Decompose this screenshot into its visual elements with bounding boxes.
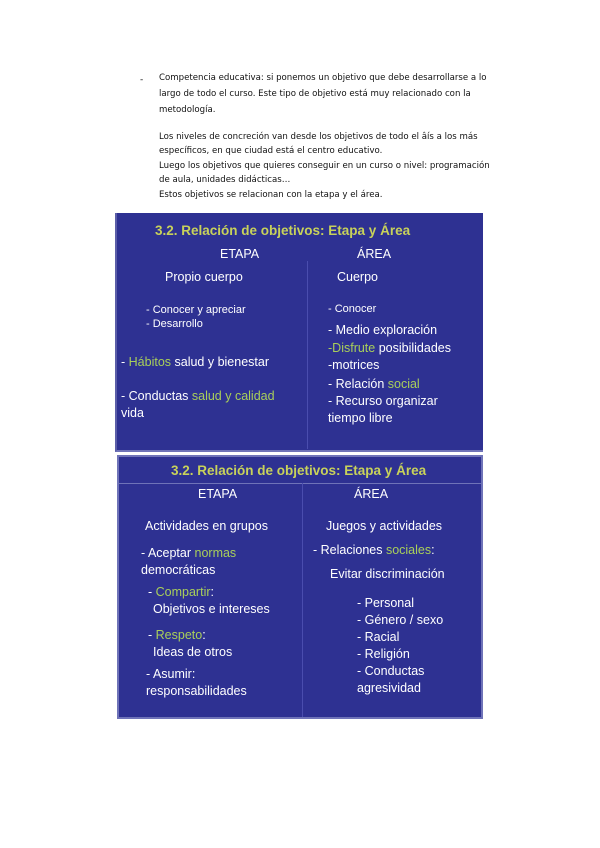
area-item: - Relación social (328, 377, 420, 391)
text-line-6: Luego los objetivos que quieres conseguir en un curso o nivel: programación (159, 161, 490, 171)
title-rule (119, 483, 481, 484)
area-item: -motrices (328, 358, 380, 372)
area-item: - Relaciones sociales: (313, 543, 435, 557)
etapa-item: Ideas de otros (153, 645, 233, 659)
area-subtitle: Juegos y actividades (326, 519, 443, 533)
area-item: Evitar discriminación (330, 567, 445, 581)
etapa-item: Objetivos e intereses (153, 602, 270, 616)
etapa-subtitle: Actividades en grupos (145, 519, 268, 533)
area-item: - Medio exploración (328, 323, 438, 337)
text-line-8: Estos objetivos se relacionan con la etapa y el área. (159, 190, 383, 200)
column-divider (307, 261, 308, 449)
area-item: - Racial (357, 630, 400, 644)
etapa-item: - Respeto: (148, 628, 206, 642)
col-header-etapa: ETAPA (220, 247, 260, 261)
col-header-area: ÁREA (354, 487, 389, 501)
etapa-item: - Hábitos salud y bienestar (121, 355, 270, 369)
area-item: agresividad (357, 681, 421, 695)
area-item: - Género / sexo (357, 613, 444, 627)
col-header-etapa: ETAPA (198, 487, 238, 501)
etapa-item: - Compartir: (148, 585, 214, 599)
etapa-subtitle: Propio cuerpo (165, 270, 243, 284)
col-header-area: ÁREA (357, 247, 392, 261)
area-subtitle: Cuerpo (337, 270, 378, 284)
slide-etapa-area-1 (115, 213, 483, 452)
bullet-marker: - (140, 75, 144, 85)
area-item: - Conocer (328, 303, 377, 315)
text-line-4: Los niveles de concreción van desde los objetivos de todo el âís a los más (159, 132, 478, 142)
area-item: - Recurso organizar (328, 394, 438, 408)
text-line-5: específicos, en que ciudad está el centro educativo. (159, 146, 383, 156)
etapa-item: vida (121, 406, 144, 420)
etapa-item: - Conocer y apreciar (146, 304, 246, 316)
text-line-2: largo de todo el curso. Este tipo de objetivo está muy relacionado con la (159, 89, 471, 99)
etapa-item: - Asumir: (146, 667, 196, 681)
area-item: - Personal (357, 596, 414, 610)
area-item: - Religión (357, 647, 410, 661)
text-line-3: metodología. (159, 105, 216, 115)
text-line-7: de aula, unidades didácticas… (159, 175, 291, 185)
etapa-item: - Conductas salud y calidad (121, 389, 275, 403)
area-item: tiempo libre (328, 411, 393, 425)
etapa-item: responsabilidades (146, 684, 247, 698)
slide-etapa-area-2 (117, 455, 483, 719)
slide-title: 3.2. Relación de objetivos: Etapa y Área (171, 463, 427, 478)
etapa-item: - Desarrollo (146, 318, 203, 330)
area-item: - Conductas (357, 664, 425, 678)
area-item: -Disfrute posibilidades (328, 341, 451, 355)
column-divider (302, 483, 303, 717)
text-line-1: Competencia educativa: si ponemos un objetivo que debe desarrollarse a lo (159, 73, 487, 83)
etapa-item: - Aceptar normas (141, 546, 237, 560)
etapa-item: democráticas (141, 563, 216, 577)
slide-title: 3.2. Relación de objetivos: Etapa y Área (155, 223, 411, 238)
